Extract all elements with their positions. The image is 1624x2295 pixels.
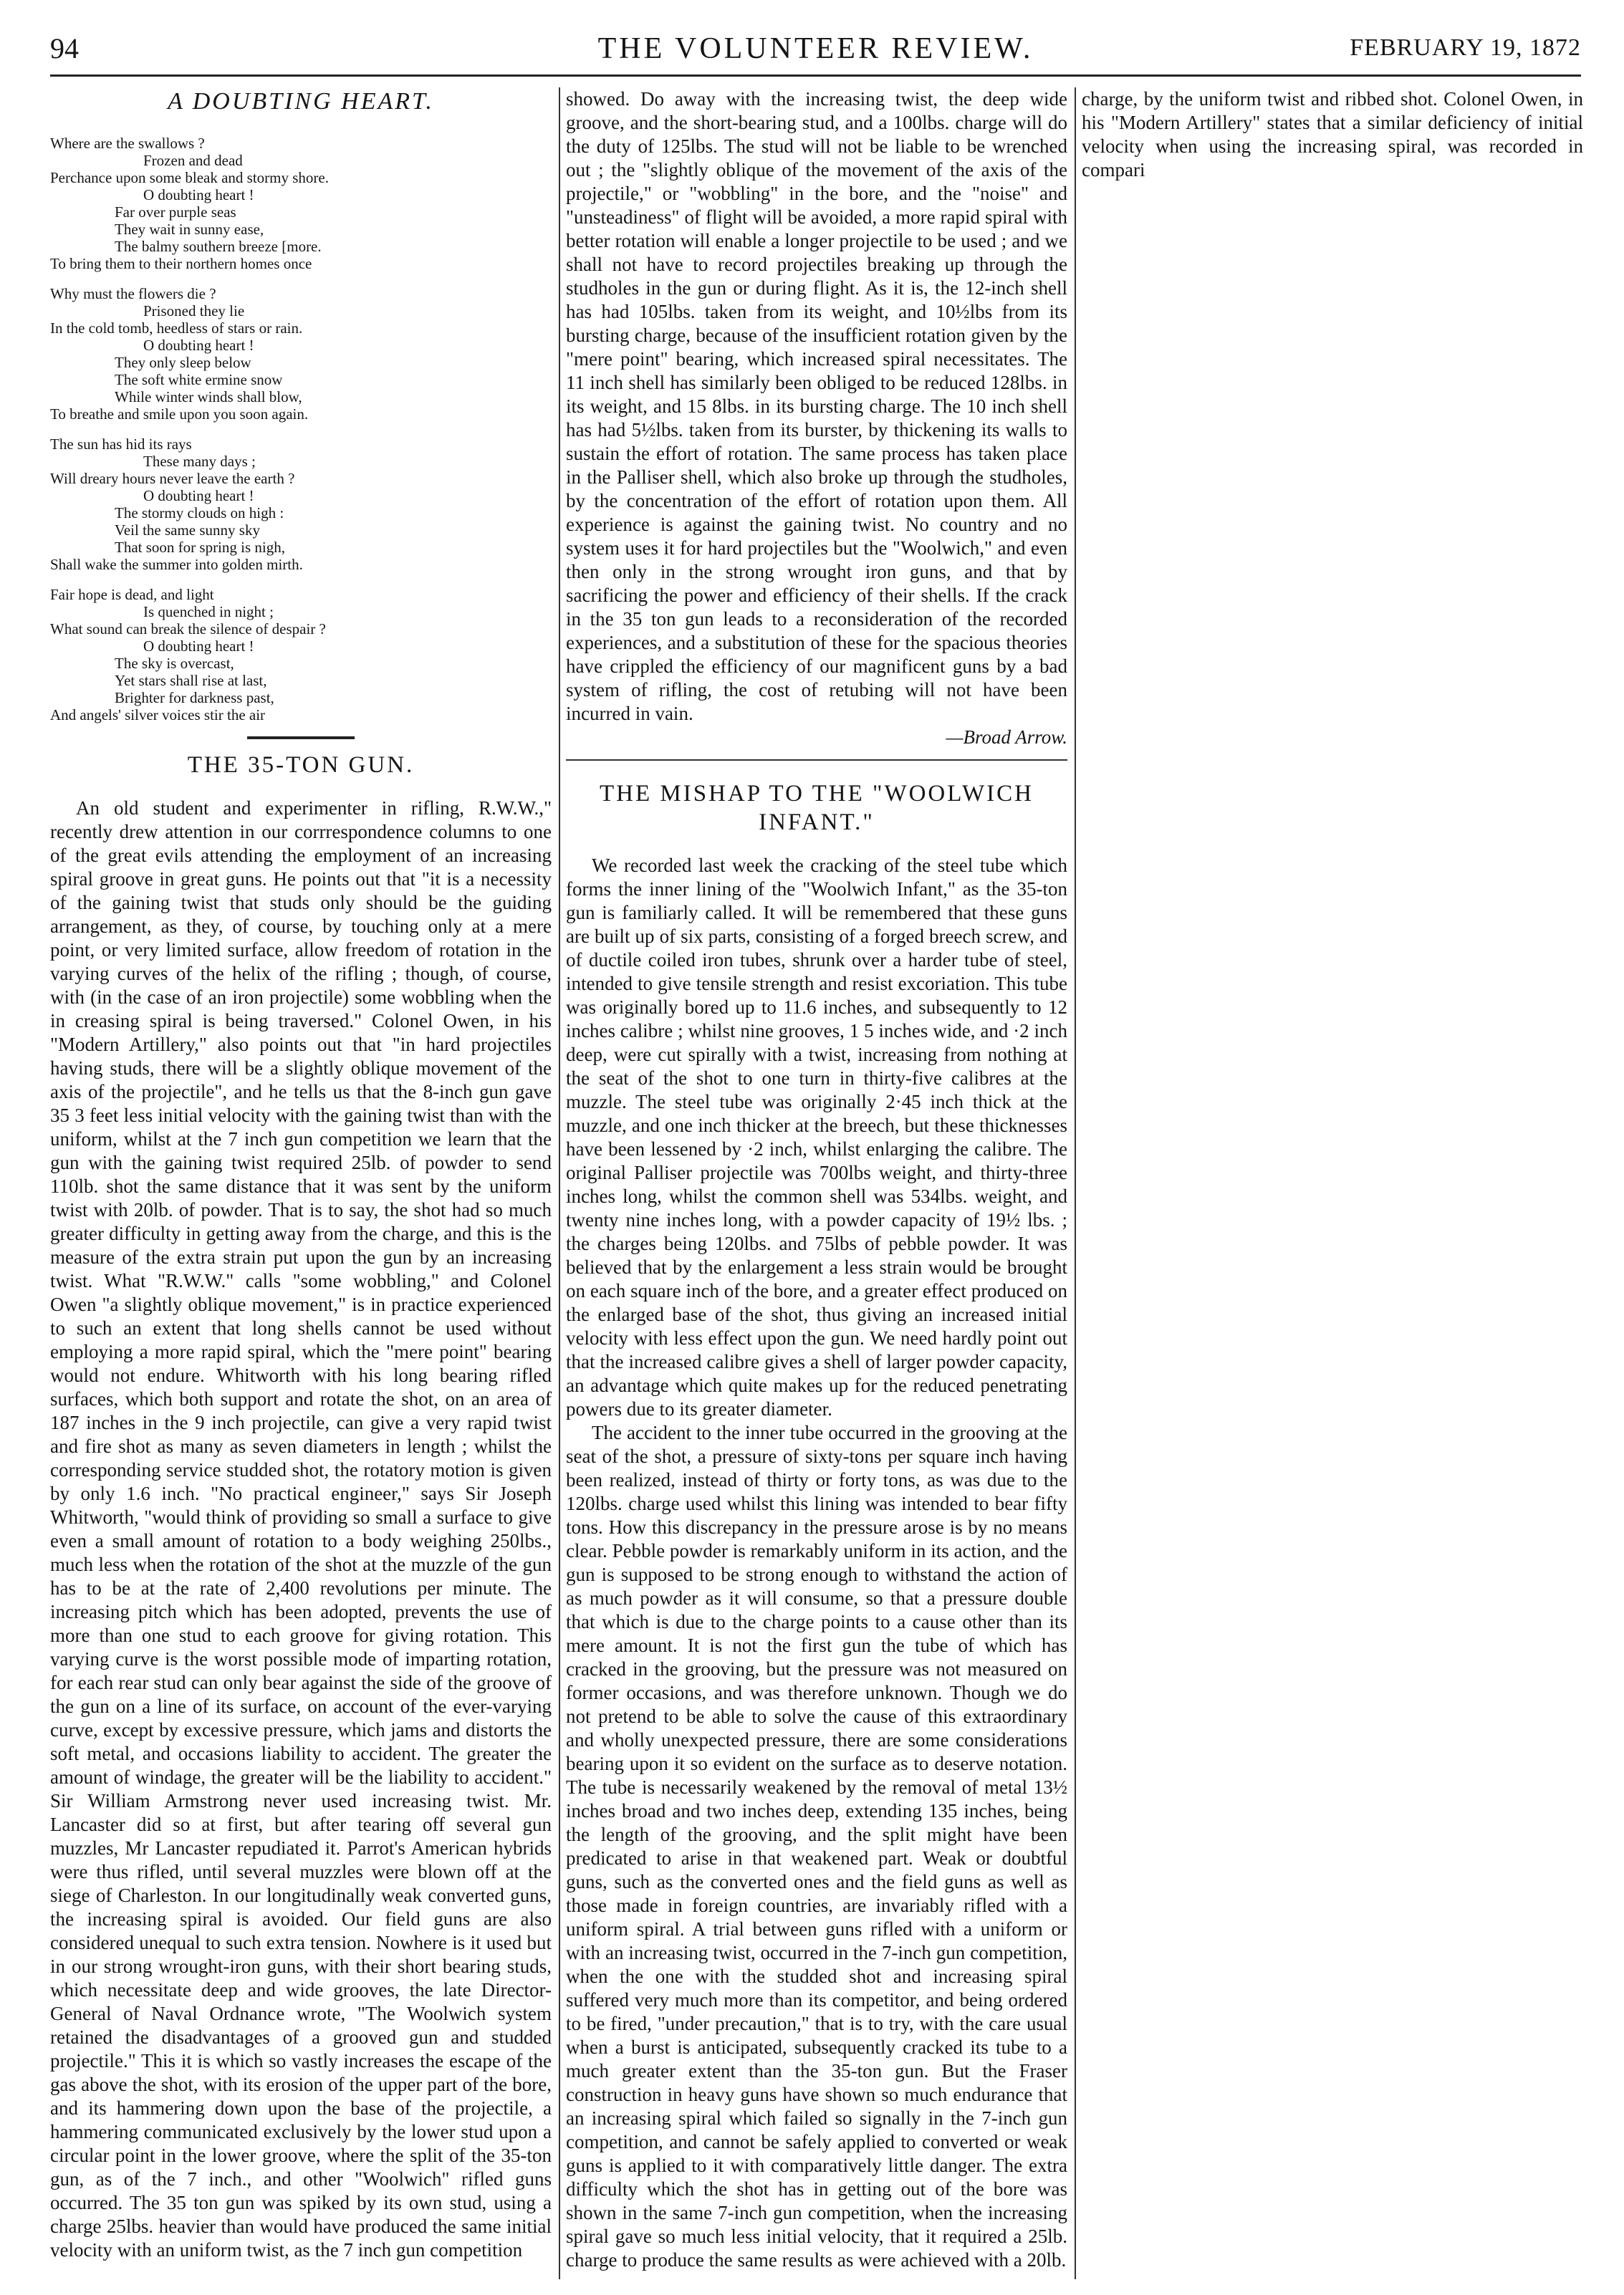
poem-line: Veil the same sunny sky xyxy=(115,521,260,539)
article-paragraph: showed. Do away with the increasing twist, the deep wide groove, and the short-bearing stud, and a 100lbs. charge will do the duty of 125lbs. The stud will not be liable to be wrenched out ; the "slightly oblique of the movement of the axis of the projectile," or "wobbling" in the bore, and the "noise" and "unsteadiness" of flight will be avoided, a more rapid spiral with better rotation will enable a longer projectile to be used ; and we shall not have to record projectiles breaking up through the studholes in the gun or during flight. As it is, the 12-inch shell has had 105lbs. taken from its weight, and 10½lbs from its bursting charge, because of the insufficient rotation given by the "mere point" bearing, which increased spiral necessitates. The 11 inch shell has similarly been obliged to be reduced 128lbs. in its weight, and 15 8lbs. in its bursting charge. The 10 inch shell has had 5½lbs. taken from its burster, by thickening its walls to sustain the effort of rotation. The same process has taken place in the Palliser shell, which also broke up through the studholes, by the concentration of the effort of rotation upon them. All experience is against the gaining twist. No country and no system uses it for hard projectiles but the "Woolwich," and even then only in the strong wrought iron guns, and that by sacrificing the power and efficiency of their shells. If the crack in the 35 ton gun leads to a reconsideration of the recorded experiences, and a substitution of these for the spacious theories have crippled the efficiency of our magnificent guns by a bad system of rifling, the cost of retubing will not have been incurred in vain. xyxy=(566,88,1067,724)
article-35-ton-gun-continued xyxy=(566,87,1067,726)
poem-line: O doubting heart ! xyxy=(143,337,254,354)
poem-line: They wait in sunny ease, xyxy=(115,221,264,238)
poem-line: The sky is overcast, xyxy=(115,655,234,672)
poem-line: In the cold tomb, heedless of stars or rain. xyxy=(50,319,303,337)
article-byline: —Broad Arrow. xyxy=(946,726,1067,748)
article-paragraph: charge, by the uniform twist and ribbed shot. Colonel Owen, in his "Modern Artillery" states that a similar deficiency of initial velocity when using the increasing spiral, was recorded in compari xyxy=(1082,88,1583,181)
article-paragraph: We recorded last week the cracking of the steel tube which forms the inner lining of the "Woolwich Infant," as the 35-ton gun is familiarly called. It will be remembered that these guns are built up of six parts, consisting of a forged breech screw, and of ductile coiled iron tubes, shrunk over a harder tube of steel, intended to give tensile strength and resist excoriation. This tube was originally bored up to 11.6 inches, and subsequently to 12 inches calibre ; whilst nine grooves, 1 5 inches wide, and ·2 inch deep, were cut spirally with a twist, increasing from nothing at the seat of the shot to one turn in thirty-five calibres at the muzzle. The steel tube was originally 2·45 inch thick at the muzzle, and one inch thicker at the breech, but these thicknesses have been lessened by ·2 inch, whilst enlarging the calibre. The original Palliser projectile was 700lbs weight, and thirty-three inches long, whilst the common shell was 534lbs. weight, and twenty nine inches long, with a powder capacity of 19½ lbs. ; the charges being 120lbs. and 75lbs of pebble powder. It was believed that by the enlargement a less strain would be brought on each square inch of the bore, and a greater effect produced on the enlarged base of the shot, thus giving an increased initial velocity with less effect upon the gun. We need hardly point out that the increased calibre gives a shell of larger powder capacity, an advantage which quite makes up for the reduced penetrating powers due to its greater diameter. xyxy=(566,855,1067,1420)
poem-line: O doubting heart ! xyxy=(143,186,254,203)
poem-line: While winter winds shall blow, xyxy=(115,388,302,405)
poem-body xyxy=(50,135,552,723)
poem-stanza xyxy=(50,285,552,423)
poem-line: The sun has hid its rays xyxy=(50,436,192,453)
poem-line: The soft white ermine snow xyxy=(115,371,283,388)
poem-line: Frozen and dead xyxy=(143,152,243,169)
poem-line: Brighter for darkness past, xyxy=(115,689,274,706)
poem-line: The balmy southern breeze [more. xyxy=(115,238,322,255)
poem-line: Yet stars shall rise at last, xyxy=(115,672,267,689)
poem-line: And angels' silver voices stir the air xyxy=(50,706,266,723)
masthead-title: THE VOLUNTEER REVIEW. xyxy=(597,32,1034,65)
poem-line: The stormy clouds on high : xyxy=(115,504,284,521)
poem-line: Where are the swallows ? xyxy=(50,135,205,152)
article-35-ton-gun-text xyxy=(50,797,552,2262)
poem-line: Is quenched in night ; xyxy=(143,603,274,620)
page-header xyxy=(50,32,1581,72)
article-paragraph: The accident to the inner tube occurred in the grooving at the seat of the shot, a pressure of sixty-tons per square inch having been realized, instead of thirty or forty tons, as was due to the 120lbs. charge used whilst this lining was intended to bear fifty tons. How this discrepancy in the pressure arose is by no means clear. Pebble powder is remarkably uniform in its action, and the gun is supposed to be strong enough to withstand the action of as much powder as it will consume, so that a pressure double that which is due to the charge points to a cause other than its mere amount. It is not the first gun the tube of which has cracked in the grooving, but the pressure was not measured on former occasions, and was therefore unknown. Though we do not pretend to be able to solve the cause of this extraordinary and wholly unexpected pressure, there are some considerations bearing upon it so evident on the surface as to deserve notation. The tube is necessarily weakened by the removal of metal 13½ inches broad and two inches deep, extending 135 inches, being the length of the grooving, and the split might have been predicated to arise in that weakened part. Weak or doubtful guns, such as the converted ones and the field guns as well as those made in foreign countries, are invariably rifled with a uniform spiral. A trial between guns rifled with a uniform or with an increasing twist, occurred in the 7-inch gun competition, when the one with the studded shot and increasing spiral suffered very much more than its competitor, and being ordered to be fired, "under precaution," that is to try, with the care usual when a burst is anticipated, subsequently cracked its tube to a much greater extent than the 35-ton gun. But the Fraser construction in heavy guns have shown so much endurance that an increasing spiral which failed so signally in the 7-inch gun competition, and cannot be safely applied to converted or weak guns is applied to it with comparatively little danger. The extra difficulty which the shot has in getting out of the bore was shown in the same 7-inch gun competition, when the increasing spiral gave so much less initial velocity, that it required a 25lb. charge to produce the same results as were achieved with a 20lb. xyxy=(566,1422,1067,2271)
section-separator xyxy=(247,736,355,739)
poem-stanza xyxy=(50,436,552,573)
poem-line: To breathe and smile upon you soon again. xyxy=(50,405,309,423)
poem-line: They only sleep below xyxy=(115,354,251,371)
poem-line: Will dreary hours never leave the earth ? xyxy=(50,470,295,487)
poem-line: Why must the flowers die ? xyxy=(50,285,216,302)
poem-line: O doubting heart ! xyxy=(143,638,254,655)
header-rule xyxy=(50,74,1581,77)
article-woolwich-infant-continued xyxy=(1082,87,1583,182)
poem-line: Fair hope is dead, and light xyxy=(50,586,214,603)
section-separator xyxy=(566,759,1067,761)
poem-line: Far over purple seas xyxy=(115,203,236,221)
poem-line: Shall wake the summer into golden mirth. xyxy=(50,556,303,573)
poem-line: That soon for spring is nigh, xyxy=(115,539,285,556)
column-2 xyxy=(566,87,1067,2279)
poem-line: These many days ; xyxy=(143,453,256,470)
article-title-35-ton-gun: THE 35-TON GUN. xyxy=(187,752,415,778)
column-3 xyxy=(1082,87,1583,2279)
article-title-woolwich-infant: THE MISHAP TO THE "WOOLWICH INFANT." xyxy=(600,781,1034,835)
poem-title: A DOUBTING HEART. xyxy=(168,88,434,115)
poem-stanza xyxy=(50,586,552,723)
poem-line: O doubting heart ! xyxy=(143,487,254,504)
poem-stanza xyxy=(50,135,552,272)
article-woolwich-infant-text xyxy=(566,854,1067,2272)
poem-line: Prisoned they lie xyxy=(143,302,245,319)
poem-line: To bring them to their northern homes once xyxy=(50,255,312,272)
poem-line: Perchance upon some bleak and stormy shore. xyxy=(50,169,329,186)
column-1 xyxy=(50,87,552,2279)
issue-date: FEBRUARY 19, 1872 xyxy=(1350,34,1581,61)
poem-line: What sound can break the silence of despair ? xyxy=(50,620,326,638)
column-rule xyxy=(1075,87,1076,2279)
article-paragraph: An old student and experimenter in rifling, R.W.W.," recently drew attention in our corrrespondence columns to one of the great evils attending the employment of an increasing spiral groove in great guns. He points out that "it is a necessity of the gaining twist that studs only should be the guiding arrangement, as they, of course, by touching only at a mere point, or very limited surface, allow freedom of rotation in the varying curves of the helix of the rifling ; though, of course, with (in the case of an iron projectile) some wobbling when the in creasing spiral is being traversed." Colonel Owen, in his "Modern Artillery," also points out that "in hard projectiles having studs, there will be a slightly oblique movement of the axis of the projectile", and he tells us that the 8-inch gun gave 35 3 feet less initial velocity with the gaining twist than with the uniform, whilst at the 7 inch gun competition we learn that the gun with the gaining twist required 25lb. of powder to send 110lb. shot the same distance that it was sent by the uniform twist with 20lb. of powder. That is to say, the shot had so much greater difficulty in getting away from the charge, and this is the measure of the extra strain put upon the gun by an increasing twist. What "R.W.W." calls "some wobbling," and Colonel Owen "a slightly oblique movement," is in practice experienced to such an extent that long shells cannot be used without employing a more rapid spiral, which the "mere point" bearing would not endure. Whitworth with his long bearing rifled surfaces, which both support and rotate the shot, on an area of 187 inches in the 9 inch projectile, can give a very rapid twist and fire shot as many as seven diameters in length ; whilst the corresponding service studded shot, the rotatory motion is given by only 1.6 inch. "No practical engineer," says Sir Joseph Whitworth, "would think of providing so small a surface to give even a small amount of rotation to a body weighing 250lbs., much less when the rotation of the shot at the muzzle of the gun has to be at the rate of 2,400 revolutions per minute. The increasing pitch which has been adopted, prevents the use of more than one stud to each groove for giving rotation. This varying curve is the worst possible mode of imparting rotation, for each rear stud can only bear against the side of the groove of the gun on a line of its surface, on account of the ever-varying curve, except by excessive pressure, which jams and distorts the soft metal, and occasions liability to accident. The greater the amount of windage, the greater will be the liability to accident." Sir William Armstrong never used increasing twist. Mr. Lancaster did so at first, but after tearing off several gun muzzles, Mr Lancaster repudiated it. Parrot's American hybrids were thus rifled, until several muzzles were blown off at the siege of Charleston. In our longitudinally weak converted guns, the increasing spiral is avoided. Our field guns are also considered unequal to such extra tension. Nowhere is it used but in our strong wrought-iron guns, with their short bearing studs, which necessitate deep and wide grooves, the late Director-General of Naval Ordnance wrote, "The Woolwich system retained the disadvantages of a grooved gun and studded projectile." This it is which so vastly increases the escape of the gas above the shot, with its erosion of the upper part of the bore, and its hammering down upon the base of the projectile, a hammering communicated exclusively by the lower stud upon a circular point in the lower groove, where the split of the 35-ton gun, as of the 7 inch., and other "Woolwich" rifled guns occurred. The 35 ton gun was spiked by its own stud, using a charge 25lbs. heavier than would have produced the same initial velocity with an uniform twist, as the 7 inch gun competition xyxy=(50,797,552,2261)
column-rule xyxy=(559,87,560,2279)
page-number: 94 xyxy=(50,32,79,64)
